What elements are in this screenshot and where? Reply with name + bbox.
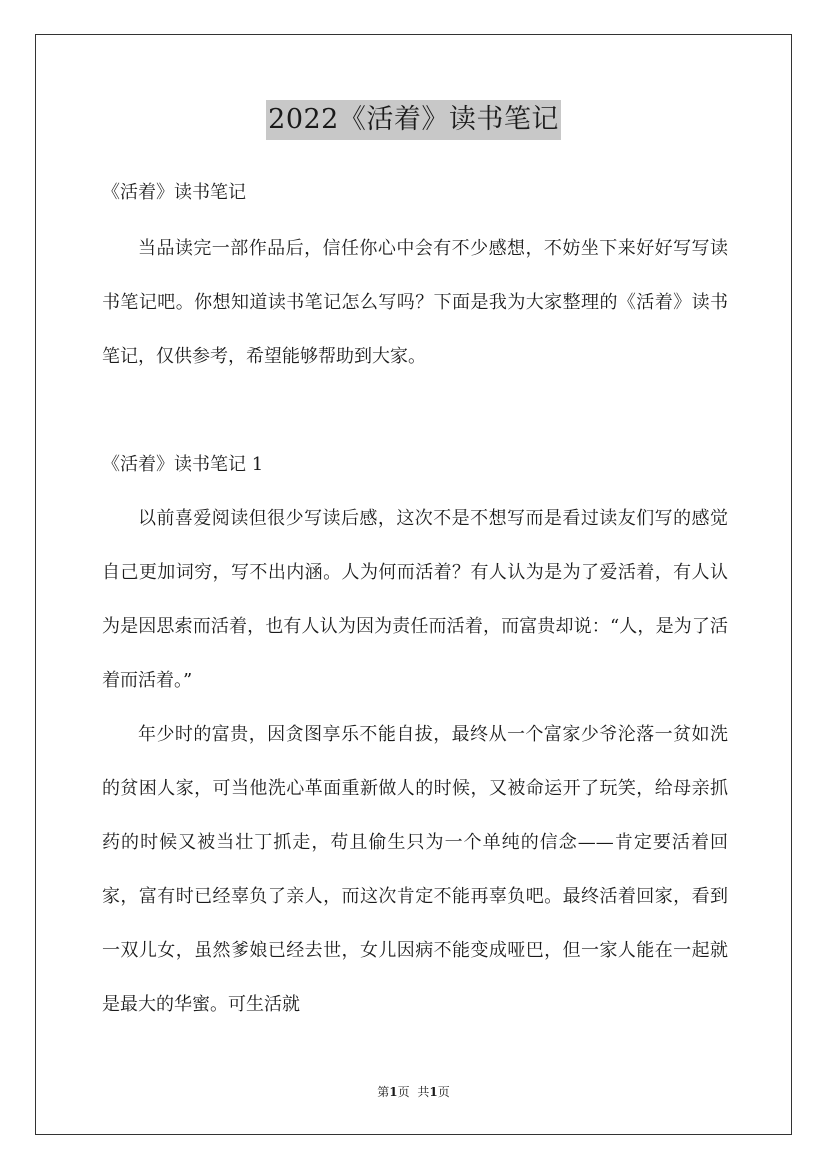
section1-body <box>102 492 728 1032</box>
total-prefix: 共 <box>417 1085 430 1099</box>
section1-paragraph-1: 以前喜爱阅读但很少写读后感，这次不是不想写而是看过读友们写的感觉自己更加词穷，写不出内涵。人为何而活着？有人认为是为了爱活着，有人认为是因思索而活着，也有人认为因为责任而活着，而富贵却说：“人，是为了活着而活着。” <box>102 508 728 691</box>
intro-paragraph: 当品读完一部作品后，信任你心中会有不少感想，不妨坐下来好好写写读书笔记吧。你想知道读书笔记怎么写吗？下面是我为大家整理的《活着》读书笔记，仅供参考，希望能够帮助到大家。 <box>102 238 728 367</box>
total-suffix: 页 <box>437 1085 450 1099</box>
page-suffix: 页 <box>397 1085 410 1099</box>
total-number: 1 <box>429 1085 438 1099</box>
section1-paragraph-2: 年少时的富贵，因贪图享乐不能自拔，最终从一个富家少爷沦落一贫如洗的贫困人家，可当他洗心革面重新做人的时候，又被命运开了玩笑，给母亲抓药的时候又被当壮丁抓走，苟且偷生只为一个单纯的信念——肯定要活着回家，富有时已经辜负了亲人，而这次肯定不能再辜负吧。最终活着回家，看到一双儿女，虽然爹娘已经去世，女儿因病不能变成哑巴，但一家人能在一起就是最大的华蜜。可生活就 <box>102 724 728 1015</box>
page-number: 1 <box>389 1085 398 1099</box>
section1-heading: 《活着》读书笔记 1 <box>102 454 264 475</box>
document-title: 2022《活着》读书笔记 <box>266 100 561 140</box>
page-prefix: 第 <box>377 1085 390 1099</box>
intro-heading: 《活着》读书笔记 <box>102 182 246 203</box>
intro-section <box>102 222 728 384</box>
title-container <box>0 100 827 140</box>
page-footer <box>0 1082 827 1102</box>
